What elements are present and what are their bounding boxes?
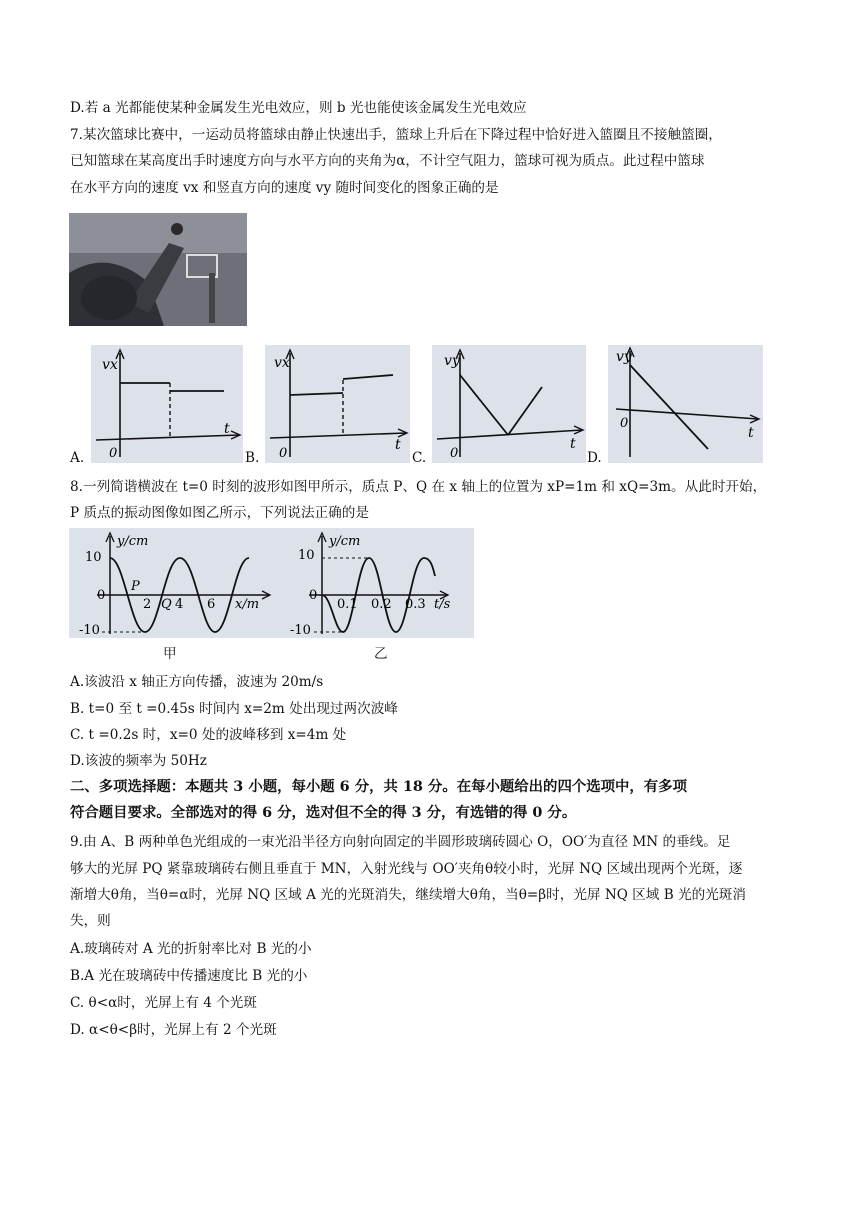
yi-caption: 乙 — [374, 646, 388, 662]
yi-y-bottom: -10 — [290, 623, 311, 638]
option-d-y-label: vy — [616, 349, 632, 365]
jia-x-label: x/m — [235, 597, 260, 612]
question-6-option-d: D.若 a 光都能使某种金属发生光电效应，则 b 光也能使该金属发生光电效应 — [70, 100, 527, 116]
yi-tick-03: 0.3 — [405, 597, 426, 612]
question-9-line-3: 渐增大θ角，当θ=α时，光屏 NQ 区域 A 光的光斑消失，继续增大θ角，当θ=β时，光屏 NQ 区域 B 光的光斑消 — [70, 887, 746, 903]
wave-figure — [69, 528, 474, 638]
option-d-letter: D. — [587, 450, 602, 466]
option-a-letter: A. — [70, 450, 85, 466]
question-8-option-b: B. t=0 至 t =0.45s 时间内 x=2m 处出现过两次波峰 — [70, 701, 398, 717]
option-b-t-label: t — [395, 437, 401, 453]
question-9-option-b: B.A 光在玻璃砖中传播速度比 B 光的小 — [70, 968, 308, 984]
question-9-line-1: 9.由 A、B 两种单色光组成的一束光沿半径方向射向固定的半圆形玻璃砖圆心 O，OO′为直径 MN 的垂线。足 — [70, 834, 731, 850]
option-d-t-label: t — [748, 425, 754, 441]
question-7-line-1: 7.某次篮球比赛中，一运动员将篮球由静止快速出手，篮球上升后在下降过程中恰好进入篮圈且不接触篮圈， — [70, 127, 722, 143]
jia-y-bottom: -10 — [79, 623, 100, 638]
question-8-line-1: 8.一列简谐横波在 t=0 时刻的波形如图甲所示，质点 P、Q 在 x 轴上的位置为 xP=1m 和 xQ=3m。从此时开始， — [70, 479, 767, 495]
option-b-origin: 0 — [279, 446, 288, 461]
question-9-line-2: 够大的光屏 PQ 紧靠玻璃砖右侧且垂直于 MN，入射光线与 OO′夹角θ较小时，光屏 NQ 区域出现两个光斑，逐 — [70, 861, 743, 877]
option-a-t-label: t — [224, 421, 230, 437]
yi-y-top: 10 — [298, 548, 315, 563]
yi-tick-02: 0.2 — [371, 597, 392, 612]
jia-tick-2: 2 — [143, 597, 152, 612]
question-8-option-a: A.该波沿 x 轴正方向传播，波速为 20m/s — [70, 674, 324, 690]
yi-x-label: t/s — [434, 597, 451, 612]
option-c-origin: 0 — [450, 446, 459, 461]
option-c-y-label: vy — [444, 353, 460, 369]
jia-y-label: y/cm — [117, 534, 149, 549]
option-a-graph — [91, 345, 243, 463]
jia-q-label: Q — [161, 597, 172, 612]
jia-y-zero: 0 — [97, 588, 106, 603]
jia-y-top: 10 — [85, 550, 102, 565]
option-c-t-label: t — [570, 436, 576, 452]
question-9-option-d: D. α<θ<β时，光屏上有 2 个光斑 — [70, 1022, 277, 1038]
question-8-option-d: D.该波的频率为 50Hz — [70, 753, 207, 769]
yi-tick-01: 0.1 — [337, 597, 358, 612]
jia-caption: 甲 — [163, 646, 177, 662]
jia-p-label: P — [131, 579, 140, 594]
option-c-graph — [432, 345, 586, 463]
question-9-line-4: 失，则 — [70, 913, 111, 929]
question-9-option-a: A.玻璃砖对 A 光的折射率比对 B 光的小 — [70, 941, 312, 957]
option-b-y-label: vx — [274, 355, 290, 371]
question-7-line-2: 已知篮球在某高度出手时速度方向与水平方向的夹角为α，不计空气阻力，篮球可视为质点。此过程中篮球 — [70, 153, 705, 169]
option-c-letter: C. — [412, 450, 427, 466]
option-a-y-label: vx — [102, 357, 118, 373]
question-7-line-3: 在水平方向的速度 vx 和竖直方向的速度 vy 随时间变化的图象正确的是 — [70, 180, 499, 196]
question-8-line-2: P 质点的振动图像如图乙所示，下列说法正确的是 — [70, 505, 369, 521]
option-d-origin: 0 — [620, 416, 629, 431]
option-b-graph — [265, 345, 410, 463]
option-b-letter: B. — [245, 450, 260, 466]
question-8-option-c: C. t =0.2s 时，x=0 处的波峰移到 x=4m 处 — [70, 727, 347, 743]
jia-tick-6: 6 — [207, 597, 216, 612]
basketball-photo — [69, 213, 247, 326]
section-2-heading-line-2: 符合题目要求。全部选对的得 6 分，选对但不全的得 3 分，有选错的得 0 分。 — [70, 804, 577, 821]
option-d-graph — [608, 345, 763, 463]
section-2-heading-line-1: 二、多项选择题：本题共 3 小题，每小题 6 分，共 18 分。在每小题给出的四个选项中，有多项 — [70, 778, 687, 795]
question-9-option-c: C. θ<α时，光屏上有 4 个光斑 — [70, 995, 257, 1011]
jia-tick-4: 4 — [175, 597, 184, 612]
yi-y-zero: 0 — [309, 588, 318, 603]
option-a-origin: 0 — [109, 446, 118, 461]
yi-y-label: y/cm — [329, 534, 361, 549]
